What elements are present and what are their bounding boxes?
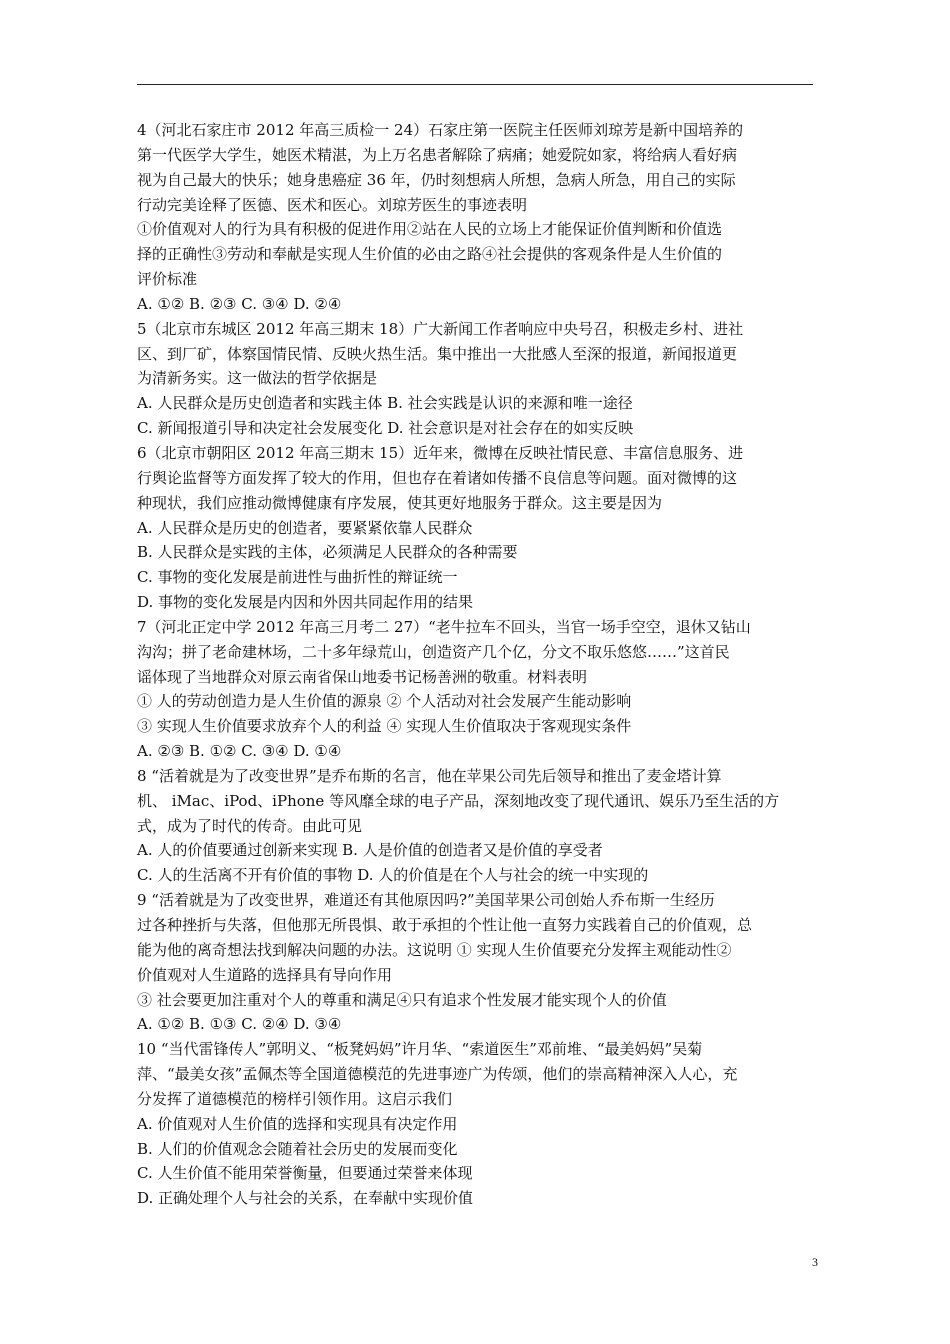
question-line: 分发挥了道德模范的榜样引领作用。这启示我们 — [137, 1089, 453, 1108]
question-line: 10 “当代雷锋传人”郭明义、“板凳妈妈”许月华、“索道医生”邓前堆、“最美妈妈”吴菊 — [137, 1040, 703, 1059]
question-line: A. ①② B. ①③ C. ②④ D. ③④ — [137, 1015, 342, 1034]
question-line: 行动完美诠释了医德、医术和医心。刘琼芳医生的事迹表明 — [137, 195, 528, 214]
question-line: 价值观对人生道路的选择具有导向作用 — [137, 965, 393, 984]
question-line: 沟沟；拼了老命建林场，二十多年绿荒山，创造资产几个亿，分文不取乐悠悠……”这首民 — [137, 642, 730, 661]
question-line: A. 人民群众是历史创造者和实践主体 B. 社会实践是认识的来源和唯一途径 — [137, 394, 633, 413]
question-line: C. 人的生活离不开有价值的事物 D. 人的价值是在个人与社会的统一中实现的 — [137, 866, 649, 885]
question-line: 式，成为了时代的传奇。由此可见 — [137, 816, 363, 835]
question-line: C. 新闻报道引导和决定社会发展变化 D. 社会意识是对社会存在的如实反映 — [137, 419, 634, 438]
header-rule — [137, 84, 813, 85]
question-block — [137, 1037, 813, 1211]
question-line: 4（河北石家庄市 2012 年高三质检一 24）石家庄第一医院主任医师刘琼芳是新中国培养的 — [137, 121, 744, 139]
question-line: 8 “活着就是为了改变世界”是乔布斯的名言，他在苹果公司先后领导和推出了麦金塔计算 — [137, 766, 722, 785]
question-block — [137, 615, 813, 764]
question-line: 7（河北正定中学 2012 年高三月考二 27）“老牛拉车不回头，当官一场手空空，退休又钻山 — [137, 617, 751, 636]
question-line: 区、到厂矿，体察国情民情、反映火热生活。集中推出一大批感人至深的报道，新闻报道更 — [137, 344, 738, 363]
page-number: 3 — [812, 1255, 818, 1269]
question-line: ③ 社会要更加注重对个人的尊重和满足④只有追求个性发展才能实现个人的价值 — [137, 990, 667, 1009]
question-line: 种现状，我们应推动微博健康有序发展，使其更好地服务于群众。这主要是因为 — [137, 493, 663, 512]
question-block — [137, 118, 813, 317]
question-line: A. ②③ B. ①② C. ③④ D. ①④ — [137, 742, 342, 761]
question-line: ③ 实现人生价值要求放弃个人的利益 ④ 实现人生价值取决于客观现实条件 — [137, 717, 632, 736]
question-block — [137, 441, 813, 615]
question-line: D. 事物的变化发展是内因和外因共同起作用的结果 — [137, 593, 474, 612]
question-line: 机、 iMac、iPod、iPhone 等风靡全球的电子产品，深刻地改变了现代通讯、娱乐乃至生活的方 — [137, 791, 780, 810]
question-line: B. 人们的价值观念会随着社会历史的发展而变化 — [137, 1139, 458, 1158]
question-line: 萍、“最美女孩”孟佩杰等全国道德模范的先进事迹广为传颂，他们的崇高精神深入人心，充 — [137, 1065, 738, 1084]
question-line: 5（北京市东城区 2012 年高三期末 18）广大新闻工作者响应中央号召，积极走乡村、进社 — [137, 319, 744, 338]
question-line: D. 正确处理个人与社会的关系，在奉献中实现价值 — [137, 1189, 474, 1208]
question-line: 为清新务实。这一做法的哲学依据是 — [137, 369, 378, 388]
question-line: 9 “活着就是为了改变世界，难道还有其他原因吗?”美国苹果公司创始人乔布斯一生经历 — [137, 891, 715, 910]
question-line: 能为他的离奇想法找到解决问题的办法。这说明 ① 实现人生价值要充分发挥主观能动性② — [137, 940, 732, 959]
question-line: 择的正确性③劳动和奉献是实现人生价值的必由之路④社会提供的客观条件是人生价值的 — [137, 245, 723, 264]
question-line: 过各种挫折与失落，但他那无所畏惧、敢于承担的个性让他一直努力实践着自己的价值观，总 — [137, 916, 753, 934]
question-list — [137, 118, 813, 1211]
question-line: A. 价值观对人生价值的选择和实现具有决定作用 — [137, 1114, 458, 1133]
question-line: 视为自己最大的快乐；她身患癌症 36 年，仍时刻想病人所想，急病人所急，用自己的实际 — [137, 170, 736, 189]
question-line: 行舆论监督等方面发挥了较大的作用，但也存在着诸如传播不良信息等问题。面对微博的这 — [137, 468, 738, 487]
question-line: B. 人民群众是实践的主体，必须满足人民群众的各种需要 — [137, 543, 518, 562]
question-line: 评价标准 — [137, 270, 198, 289]
question-line: ①价值观对人的行为具有积极的促进作用②站在人民的立场上才能保证价值判断和价值选 — [137, 220, 723, 239]
question-block — [137, 764, 813, 888]
question-line: 谣体现了当地群众对原云南省保山地委书记杨善洲的敬重。材料表明 — [137, 667, 588, 686]
question-line: A. 人的价值要通过创新来实现 B. 人是价值的创造者又是价值的享受者 — [137, 841, 603, 860]
question-line: 6（北京市朝阳区 2012 年高三期末 15）近年来，微博在反映社情民意、丰富信息服务、进 — [137, 443, 744, 462]
question-block — [137, 317, 813, 441]
question-line: A. ①② B. ②③ C. ③④ D. ②④ — [137, 294, 342, 313]
question-block — [137, 888, 813, 1037]
question-line: C. 事物的变化发展是前进性与曲折性的辩证统一 — [137, 568, 458, 587]
question-line: A. 人民群众是历史的创造者，要紧紧依靠人民群众 — [137, 518, 473, 537]
question-line: ① 人的劳动创造力是人生价值的源泉 ② 个人活动对社会发展产生能动影响 — [137, 692, 632, 711]
question-line: C. 人生价值不能用荣誉衡量，但要通过荣誉来体现 — [137, 1164, 473, 1183]
question-line: 第一代医学大学生，她医术精湛，为上万名患者解除了病痛；她爱院如家，将给病人看好病 — [137, 145, 738, 164]
